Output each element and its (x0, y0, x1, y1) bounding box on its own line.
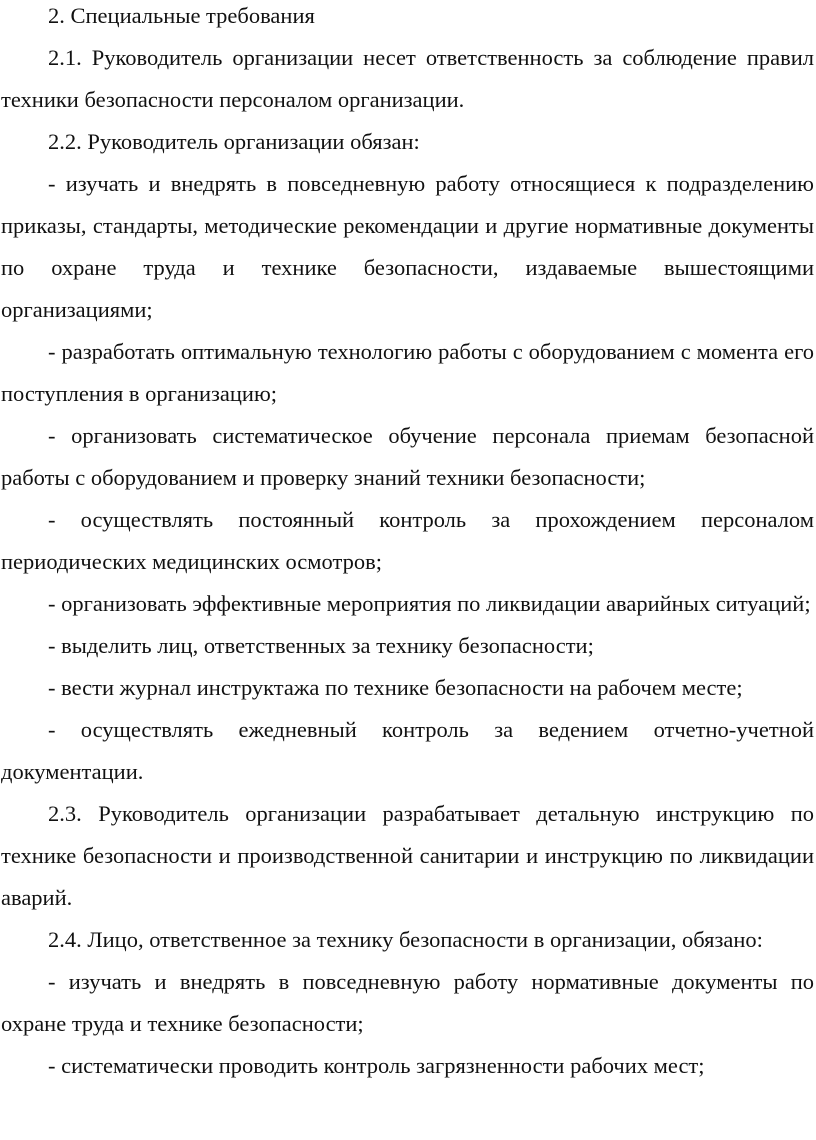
list-item: - организовать систематическое обучение персонала приемам безопасной работы с оборудованием и проверку знаний техники безопасности; (1, 423, 814, 490)
paragraph-2-4: 2.4. Лицо, ответственное за технику безопасности в организации, обязано: (48, 927, 763, 952)
paragraph-2-1: 2.1. Руководитель организации несет ответственность за соблюдение правил техники безопасности персоналом организации. (1, 45, 814, 112)
list-item: - осуществлять ежедневный контроль за ведением отчетно-учетной документации. (1, 717, 814, 784)
list-item: - выделить лиц, ответственных за технику безопасности; (48, 633, 594, 658)
list-item: - систематически проводить контроль загрязненности рабочих мест; (48, 1053, 705, 1078)
list-item: - разработать оптимальную технологию работы с оборудованием с момента его поступления в организацию; (1, 339, 814, 406)
paragraph-2-2: 2.2. Руководитель организации обязан: (48, 129, 420, 154)
list-item: - осуществлять постоянный контроль за прохождением персоналом периодических медицинских осмотров; (1, 507, 814, 574)
list-item: - вести журнал инструктажа по технике безопасности на рабочем месте; (48, 675, 743, 700)
paragraph-2-3: 2.3. Руководитель организации разрабатывает детальную инструкцию по технике безопасности и производственной санитарии и инструкцию по ликвидации аварий. (1, 801, 814, 910)
list-item: - изучать и внедрять в повседневную работу относящиеся к подразделению приказы, стандарты, методические рекомендации и другие нормативные документы по охране труда и технике безопасности, издаваемые вышестоящими организациями; (1, 171, 814, 322)
list-item: - изучать и внедрять в повседневную работу нормативные документы по охране труда и технике безопасности; (1, 969, 814, 1036)
list-item: - организовать эффективные мероприятия по ликвидации аварийных ситуаций; (48, 591, 811, 616)
section-heading: 2. Специальные требования (48, 3, 315, 28)
